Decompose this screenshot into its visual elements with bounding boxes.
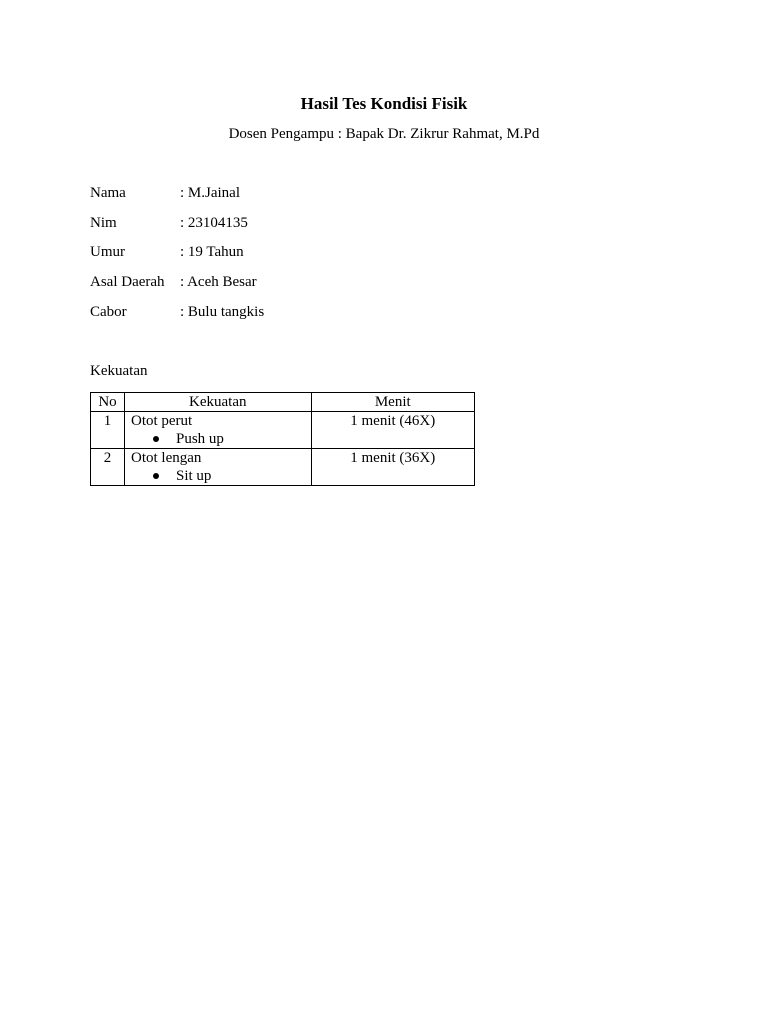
cell-menit: 1 menit (36X) [311,449,474,486]
cell-no: 2 [91,449,125,486]
list-item [131,430,305,448]
section-heading: Kekuatan [90,363,148,379]
info-value: : 19 Tahun [180,244,244,261]
info-value: : Aceh Besar [180,274,257,291]
kekuatan-label: Otot lengan [130,450,202,466]
list-item-label: Sit up [175,468,212,484]
table-row [91,412,475,449]
kekuatan-label: Otot perut [130,413,193,429]
header-kekuatan: Kekuatan [124,393,311,412]
info-row-asal-daerah [90,272,264,302]
bullet-icon [153,436,159,442]
cell-no: 1 [91,412,125,449]
info-label: Umur [90,244,125,261]
list-item-label: Push up [175,431,224,447]
cell-kekuatan [124,449,311,486]
list-item [131,467,305,485]
info-label: Nama [90,185,126,201]
info-row-cabor [90,302,264,332]
header-menit: Menit [311,393,474,412]
info-value: : M.Jainal [180,185,240,201]
table-row [91,449,475,486]
info-label: Asal Daerah [90,274,165,291]
cell-kekuatan [124,412,311,449]
info-value: : 23104135 [180,214,248,231]
info-row-umur [90,242,264,272]
info-row-nim [90,213,264,243]
info-value: : Bulu tangkis [180,303,265,320]
table-header-row [91,393,475,412]
student-info [90,183,264,331]
page-title: Hasil Tes Kondisi Fisik [300,94,468,113]
bullet-icon [153,473,159,479]
results-table [90,392,475,486]
header-no: No [91,393,125,412]
page-subtitle: Dosen Pengampu : Bapak Dr. Zikrur Rahmat, M.Pd [228,126,540,142]
cell-menit: 1 menit (46X) [311,412,474,449]
info-row-nama [90,183,264,213]
info-label: Nim [90,214,117,231]
info-label: Cabor [90,303,127,320]
